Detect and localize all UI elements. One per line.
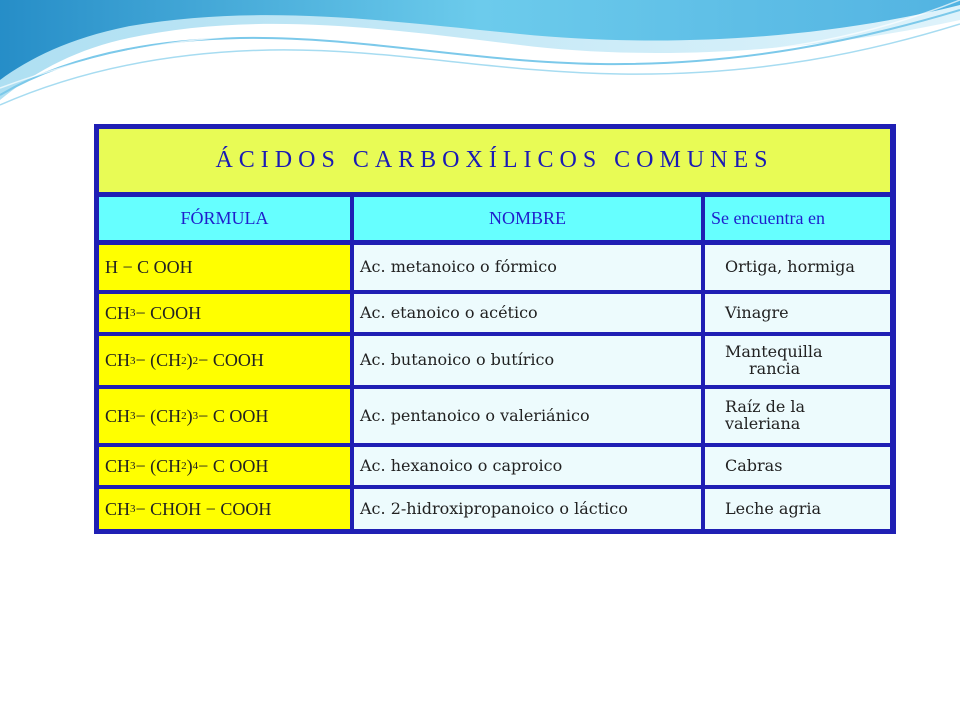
name-cell: Ac. hexanoico o caproico: [354, 447, 701, 485]
source-line: Mantequilla: [725, 341, 823, 361]
name-cell: Ac. pentanoico o valeriánico: [354, 389, 701, 443]
formula-text: − CHOH − COOH: [135, 498, 272, 519]
formula-text: − (CH: [135, 405, 182, 426]
formula-text: ): [186, 405, 193, 426]
header-formula: FÓRMULA: [99, 197, 350, 240]
formula-text: CH: [105, 350, 131, 371]
formula-text: CH: [105, 302, 131, 323]
source-line: Vinagre: [725, 302, 789, 322]
formula-text: − (CH: [135, 350, 182, 371]
formula-text: − C OOH: [198, 405, 269, 426]
source-line: Raíz de la: [725, 397, 806, 417]
header-source: Se encuentra en: [705, 197, 890, 240]
formula-text: − COOH: [135, 302, 202, 323]
formula-text: − C OOH: [198, 455, 269, 476]
formula-text: ): [186, 455, 193, 476]
source-line: Leche agria: [725, 498, 821, 518]
source-line: Ortiga, hormiga: [725, 257, 855, 277]
name-cell: Ac. etanoico o acético: [354, 294, 701, 332]
source-cell: [705, 294, 890, 332]
source-cell: [705, 389, 890, 443]
source-line: valeriana: [725, 414, 801, 433]
formula-cell: CH 3 − (CH 2 ) 3 − C OOH: [99, 389, 350, 443]
name-cell: Ac. 2-hidroxipropanoico o láctico: [354, 489, 701, 529]
formula-text: − COOH: [198, 350, 264, 371]
table-title: ÁCIDOS CARBOXÍLICOS COMUNES: [99, 129, 890, 192]
name-cell: Ac. metanoico o fórmico: [354, 245, 701, 290]
name-cell: Ac. butanoico o butírico: [354, 336, 701, 385]
source-cell: [705, 447, 890, 485]
formula-cell: [99, 245, 350, 290]
formula-text: − (CH: [135, 455, 182, 476]
formula-text: ): [186, 350, 193, 371]
formula-text: CH: [105, 405, 131, 426]
carboxylic-acids-table: [94, 124, 896, 534]
formula-cell: CH 3 − COOH: [99, 294, 350, 332]
source-cell: [705, 245, 890, 290]
header-name: NOMBRE: [354, 197, 701, 240]
formula-cell: CH 3 − CHOH − COOH: [99, 489, 350, 529]
source-cell: [705, 489, 890, 529]
source-cell: [705, 336, 890, 385]
formula-text: CH: [105, 498, 131, 519]
decorative-wave-banner: [0, 0, 960, 120]
formula-text: H − C OOH: [105, 257, 193, 278]
formula-cell: CH 3 − (CH 2 ) 2 − COOH: [99, 336, 350, 385]
formula-text: CH: [105, 455, 131, 476]
source-line: rancia: [749, 358, 801, 378]
formula-cell: CH 3 − (CH 2 ) 4 − C OOH: [99, 447, 350, 485]
source-line: Cabras: [725, 455, 783, 475]
